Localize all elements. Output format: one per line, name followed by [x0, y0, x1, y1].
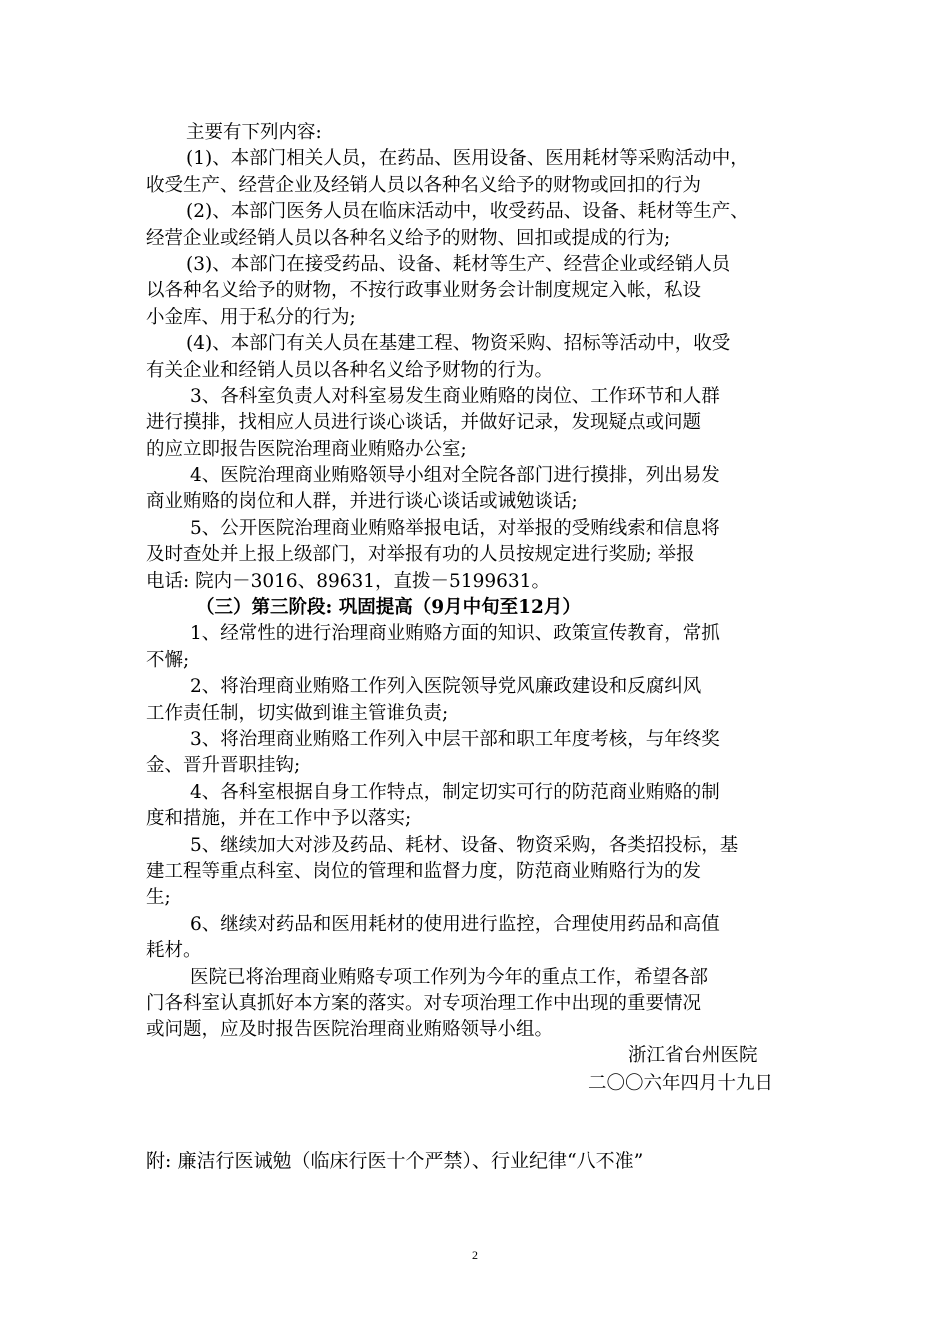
text-line: 1、经常性的进行治理商业贿赂方面的知识、政策宣传教育，常抓 [190, 623, 720, 645]
text-line: 以各种名义给予的财物，不按行政事业财务会计制度规定入帐，私设 [146, 280, 702, 302]
attachment-note: 附: 廉洁行医诫勉（临床行医十个严禁）、行业纪律“八不准” [146, 1150, 644, 1172]
text-line: (1)、本部门相关人员，在药品、医用设备、医用耗材等采购活动中， [186, 148, 749, 170]
text-line: 5、继续加大对涉及药品、耗材、设备、物资采购，各类招投标，基 [190, 834, 739, 856]
text-line: 4、医院治理商业贿赂领导小组对全院各部门进行摸排，列出易发 [190, 465, 720, 487]
text-line: 主要有下列内容: [186, 122, 322, 143]
text-line: 进行摸排，找相应人员进行谈心谈话，并做好记录，发现疑点或问题 [146, 412, 702, 434]
text-line: 医院已将治理商业贿赂专项工作列为今年的重点工作，希望各部 [190, 966, 709, 988]
text-line: 工作责任制，切实做到谁主管谁负责; [146, 702, 449, 724]
text-line: 3、各科室负责人对科室易发生商业贿赂的岗位、工作环节和人群 [190, 385, 720, 407]
text-line: 或问题，应及时报告医院治理商业贿赂领导小组。 [146, 1019, 554, 1041]
text-line: 4、各科室根据自身工作特点，制定切实可行的防范商业贿赂的制 [190, 781, 720, 803]
text-line: 2、将治理商业贿赂工作列入医院领导党风廉政建设和反腐纠风 [190, 676, 702, 698]
text-line: 的应立即报告医院治理商业贿赂办公室; [146, 438, 467, 460]
body-text [146, 120, 816, 1044]
text-line: 不懈; [146, 649, 190, 671]
page-number: 2 [472, 1248, 478, 1262]
text-line: 金、晋升晋职挂钩; [146, 755, 301, 777]
text-line: 商业贿赂的岗位和人群，并进行谈心谈话或诫勉谈话; [146, 491, 578, 513]
text-line: 生; [146, 887, 171, 909]
text-line: (3)、本部门在接受药品、设备、耗材等生产、经营企业或经销人员 [186, 253, 731, 275]
text-line: 收受生产、经营企业及经销人员以各种名义给予的财物或回扣的行为 [146, 174, 702, 196]
text-line: 度和措施，并在工作中予以落实; [146, 808, 412, 830]
text-line: 建工程等重点科室、岗位的管理和监督力度，防范商业贿赂行为的发 [146, 860, 702, 882]
text-line: 6、继续对药品和医用耗材的使用进行监控，合理使用药品和高值 [190, 913, 720, 935]
text-line: (4)、本部门有关人员在基建工程、物资采购、招标等活动中，收受 [186, 333, 731, 355]
signature-date: 二〇〇六年四月十九日 [588, 1073, 774, 1094]
text-line: (2)、本部门医务人员在临床活动中，收受药品、设备、耗材等生产、 [186, 201, 749, 223]
text-line: 及时查处并上报上级部门，对举报有功的人员按规定进行奖励; 举报 [146, 544, 695, 566]
text-line: 门各科室认真抓好本方案的落实。对专项治理工作中出现的重要情况 [146, 992, 702, 1014]
text-line: 有关企业和经销人员以各种名义给予财物的行为。 [146, 359, 554, 381]
text-line: 5、公开医院治理商业贿赂举报电话，对举报的受贿线索和信息将 [190, 517, 720, 539]
text-line: 耗材。 [146, 940, 202, 962]
signature-organization: 浙江省台州医院 [628, 1045, 758, 1066]
text-line: 电话: 院内－3016、89631，直拨－5199631。 [146, 570, 550, 592]
section-heading: （三）第三阶段: 巩固提高（9月中旬至12月） [196, 597, 581, 619]
text-line: 小金库、用于私分的行为; [146, 306, 356, 328]
text-line: 3、将治理商业贿赂工作列入中层干部和职工年度考核，与年终奖 [190, 728, 720, 750]
text-line: 经营企业或经销人员以各种名义给予的财物、回扣或提成的行为; [146, 227, 671, 249]
